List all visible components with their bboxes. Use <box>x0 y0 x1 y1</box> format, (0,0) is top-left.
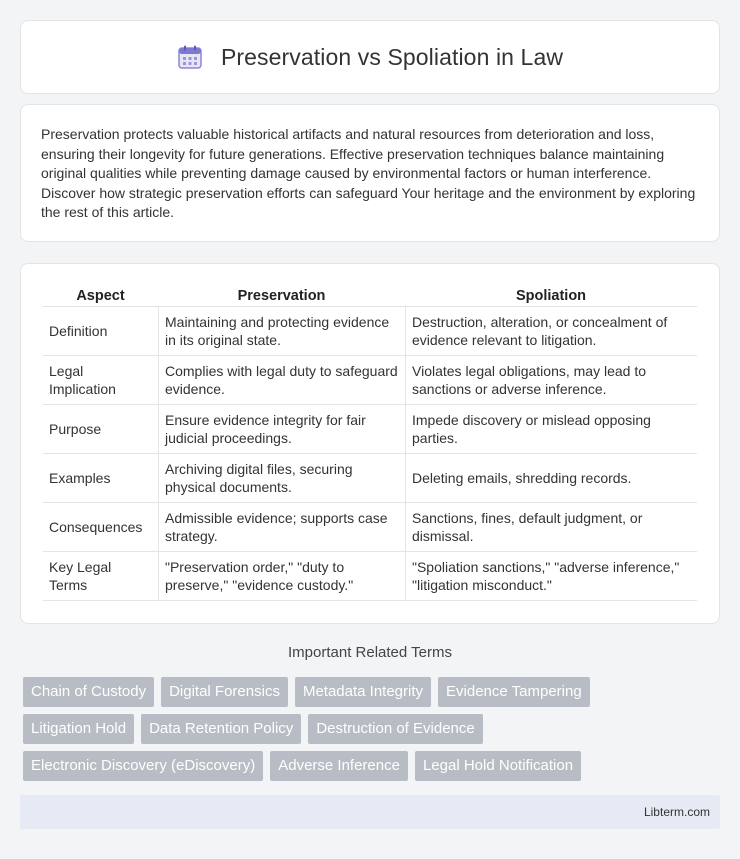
intro-card <box>20 104 720 242</box>
header-preservation: Preservation <box>158 284 405 307</box>
tag-digital-forensics[interactable]: Digital Forensics <box>161 677 288 707</box>
cell-spoliation: Violates legal obligations, may lead to sanctions or adverse inference. <box>405 356 697 405</box>
cell-preservation: Ensure evidence integrity for fair judicial proceedings. <box>158 405 405 454</box>
cell-spoliation: Sanctions, fines, default judgment, or dismissal. <box>405 503 697 552</box>
tag-electronic-discovery[interactable]: Electronic Discovery (eDiscovery) <box>23 751 263 781</box>
tag-row <box>23 751 723 781</box>
tag-destruction-of-evidence[interactable]: Destruction of Evidence <box>308 714 482 744</box>
cell-preservation: "Preservation order," "duty to preserve," "evidence custody." <box>158 552 405 601</box>
cell-spoliation: Destruction, alteration, or concealment of evidence relevant to litigation. <box>405 307 697 356</box>
cell-preservation: Admissible evidence; supports case strategy. <box>158 503 405 552</box>
tag-metadata-integrity[interactable]: Metadata Integrity <box>295 677 431 707</box>
calendar-icon <box>177 44 203 70</box>
table-row <box>43 307 697 356</box>
table-row <box>43 454 697 503</box>
tag-row <box>23 714 723 744</box>
table-row <box>43 503 697 552</box>
tag-row <box>23 677 723 707</box>
tag-adverse-inference[interactable]: Adverse Inference <box>270 751 408 781</box>
table-row <box>43 405 697 454</box>
related-terms-heading: Important Related Terms <box>288 644 452 661</box>
footer <box>20 795 720 829</box>
comparison-table-card <box>20 263 720 624</box>
cell-spoliation: Impede discovery or mislead opposing parties. <box>405 405 697 454</box>
cell-aspect: Legal Implication <box>43 356 158 405</box>
header-card <box>20 20 720 94</box>
cell-preservation: Complies with legal duty to safeguard evidence. <box>158 356 405 405</box>
tag-evidence-tampering[interactable]: Evidence Tampering <box>438 677 590 707</box>
cell-aspect: Examples <box>43 454 158 503</box>
title-wrap <box>177 44 563 71</box>
header-spoliation: Spoliation <box>405 284 697 307</box>
cell-aspect: Key Legal Terms <box>43 552 158 601</box>
cell-aspect: Purpose <box>43 405 158 454</box>
cell-spoliation: Deleting emails, shredding records. <box>405 454 697 503</box>
tag-chain-of-custody[interactable]: Chain of Custody <box>23 677 154 707</box>
intro-text: Preservation protects valuable historical artifacts and natural resources from deterioration and loss, ensuring their longevity for future generations. Effective preservation techniques balance maintaining original qualities while preventing damage caused by environmental factors or human interference. Discover how strategic preservation efforts can safeguard Your heritage and the environment by exploring the rest of this article. <box>41 126 696 220</box>
comparison-table <box>43 284 697 601</box>
header-aspect: Aspect <box>43 284 158 307</box>
cell-aspect: Definition <box>43 307 158 356</box>
related-terms-tags <box>23 677 723 788</box>
page-title: Preservation vs Spoliation in Law <box>220 43 564 70</box>
tag-litigation-hold[interactable]: Litigation Hold <box>23 714 134 744</box>
cell-preservation: Maintaining and protecting evidence in its original state. <box>158 307 405 356</box>
cell-aspect: Consequences <box>43 503 158 552</box>
table-row <box>43 356 697 405</box>
tag-data-retention-policy[interactable]: Data Retention Policy <box>141 714 301 744</box>
tag-legal-hold-notification[interactable]: Legal Hold Notification <box>415 751 581 781</box>
table-row <box>43 552 697 601</box>
cell-spoliation: "Spoliation sanctions," "adverse inference," "litigation misconduct." <box>405 552 697 601</box>
cell-preservation: Archiving digital files, securing physical documents. <box>158 454 405 503</box>
footer-site-link[interactable]: Libterm.com <box>643 805 710 819</box>
table-header-row <box>43 284 697 307</box>
